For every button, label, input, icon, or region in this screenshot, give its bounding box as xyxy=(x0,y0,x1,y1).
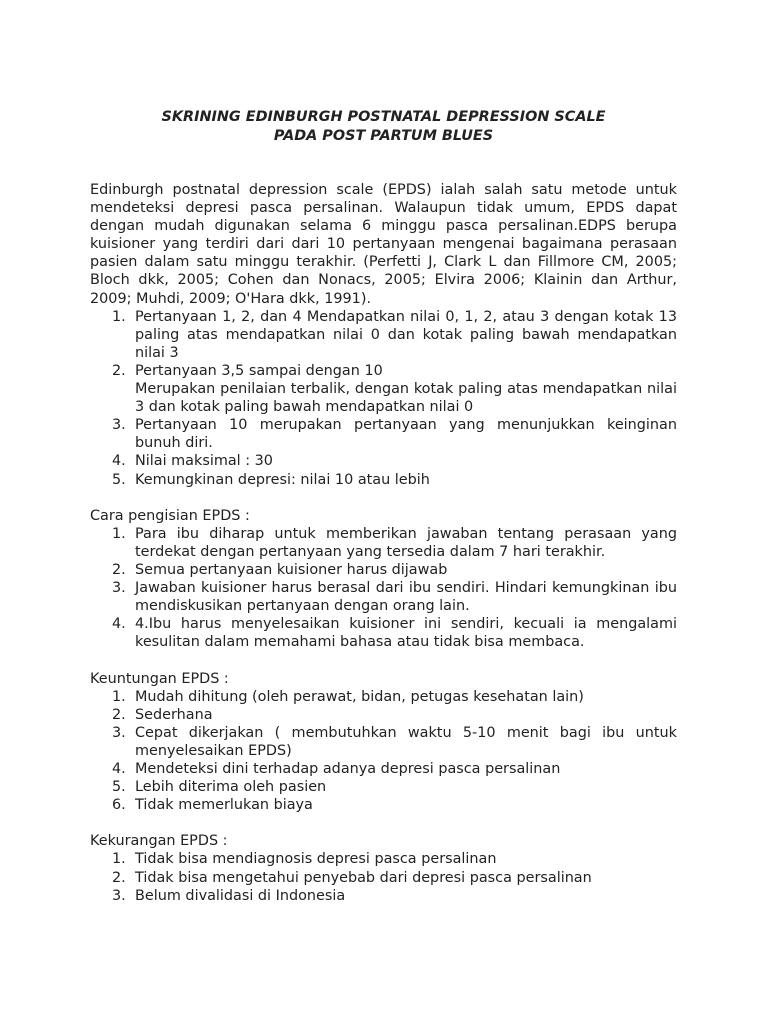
list-item-text: Tidak bisa mendiagnosis depresi pasca persalinan xyxy=(135,851,497,868)
list-item-text: Semua pertanyaan kuisioner harus dijawab xyxy=(135,561,448,578)
list-item-text: Para ibu diharap untuk memberikan jawaban tentang perasaan yang terdekat dengan pertanyaan yang tersedia dalam 7 hari terakhir. xyxy=(135,525,677,560)
section-heading-cara: Cara pengisian EPDS : xyxy=(90,507,250,524)
list-item xyxy=(90,471,677,489)
list-item-text: Tidak memerlukan biaya xyxy=(135,797,313,814)
kekurangan-list xyxy=(90,850,677,904)
list-number: 2. xyxy=(112,869,126,886)
list-item xyxy=(90,452,677,470)
list-item xyxy=(90,796,677,814)
list-number: 3. xyxy=(112,887,126,904)
keuntungan-list xyxy=(90,688,677,815)
list-number: 4. xyxy=(112,761,126,777)
list-item xyxy=(90,760,677,778)
intro-paragraph: Edinburgh postnatal depression scale (EPDS) ialah salah satu metode untuk mendeteksi depresi pasca persalinan. Walaupun tidak umum, EPDS dapat dengan mudah digunakan selama 6 minggu pasca persalinan.EDPS berupa kuisioner yang terdiri dari dari 10 pertanyaan mengenai bagaimana perasaan pasien dalam satu minggu terakhir. (Perfetti J, Clark L dan Fillmore CM, 2005; Bloch dkk, 2005; Cohen dan Nonacs, 2005; Elvira 2006; Klainin dan Arthur, 2009; Muhdi, 2009; O'Hara dkk, 1991). xyxy=(90,182,677,307)
list-number: 4. xyxy=(112,616,126,633)
spacer xyxy=(90,814,677,832)
list-number: 6. xyxy=(112,797,126,814)
list-number: 1. xyxy=(112,688,126,705)
list-number: 5. xyxy=(112,779,126,796)
title-line-2: PADA POST PARTUM BLUES xyxy=(273,128,494,144)
list-number: 3. xyxy=(112,417,126,434)
spacer xyxy=(90,651,677,669)
list-item-text: Mendeteksi dini terhadap adanya depresi pasca persalinan xyxy=(135,761,561,777)
list-item xyxy=(90,869,677,887)
list-item-text: Mudah dihitung (oleh perawat, bidan, petugas kesehatan lain) xyxy=(135,688,584,705)
list-item xyxy=(90,850,677,868)
document-body xyxy=(90,181,677,905)
section-heading-kekurangan: Kekurangan EPDS : xyxy=(90,833,228,850)
list-number: 1. xyxy=(112,851,126,868)
list-item xyxy=(90,706,677,724)
list-item-text: Nilai maksimal : 30 xyxy=(135,453,273,470)
scoring-list xyxy=(90,308,677,489)
list-item xyxy=(90,416,677,452)
list-item xyxy=(90,561,677,579)
cara-list xyxy=(90,525,677,652)
list-item xyxy=(90,688,677,706)
list-number: 2. xyxy=(112,706,126,723)
list-item-text: Cepat dikerjakan ( membutuhkan waktu 5-10 menit bagi ibu untuk menyelesaikan EPDS) xyxy=(135,724,677,759)
list-number: 5. xyxy=(112,471,126,488)
spacer xyxy=(90,489,677,507)
list-item-text: Jawaban kuisioner harus berasal dari ibu sendiri. Hindari kemungkinan ibu mendiskusikan pertanyaan dengan orang lain. xyxy=(135,580,677,615)
list-item xyxy=(90,887,677,905)
list-item xyxy=(90,308,677,362)
list-number: 1. xyxy=(112,525,126,542)
list-item xyxy=(90,615,677,651)
document-title xyxy=(90,108,677,146)
list-item-text: Belum divalidasi di Indonesia xyxy=(135,887,346,904)
title-line-1: SKRINING EDINBURGH POSTNATAL DEPRESSION SCALE xyxy=(161,109,606,125)
list-item xyxy=(90,579,677,615)
list-number: 3. xyxy=(112,724,126,741)
list-number: 4. xyxy=(112,453,126,470)
list-item xyxy=(90,362,677,416)
list-item-text: Kemungkinan depresi: nilai 10 atau lebih xyxy=(135,471,430,488)
list-item-subtext: Merupakan penilaian terbalik, dengan kotak paling atas mendapatkan nilai 3 dan kotak paling bawah mendapatkan nilai 0 xyxy=(135,381,677,416)
list-item xyxy=(90,724,677,760)
list-item-text: 4.Ibu harus menyelesaikan kuisioner ini sendiri, kecuali ia mengalami kesulitan dalam memahami bahasa atau tidak bisa membaca. xyxy=(135,616,677,651)
list-number: 2. xyxy=(112,561,126,578)
list-item-text: Lebih diterima oleh pasien xyxy=(135,779,327,796)
section-heading-keuntungan: Keuntungan EPDS : xyxy=(90,670,229,687)
list-number: 2. xyxy=(112,362,126,379)
list-item-text: Pertanyaan 1, 2, dan 4 Mendapatkan nilai 0, 1, 2, atau 3 dengan kotak 13 paling atas mendapatkan nilai 0 dan kotak paling bawah mendapatkan nilai 3 xyxy=(135,308,677,361)
list-item-text: Tidak bisa mengetahui penyebab dari depresi pasca persalinan xyxy=(135,869,592,886)
list-item-text: Pertanyaan 10 merupakan pertanyaan yang menunjukkan keinginan bunuh diri. xyxy=(135,417,677,452)
list-number: 3. xyxy=(112,580,126,597)
list-number: 1. xyxy=(112,308,126,325)
list-item-text: Sederhana xyxy=(135,706,213,723)
list-item xyxy=(90,525,677,561)
list-item-text: Pertanyaan 3,5 sampai dengan 10 xyxy=(135,362,383,379)
list-item xyxy=(90,778,677,796)
